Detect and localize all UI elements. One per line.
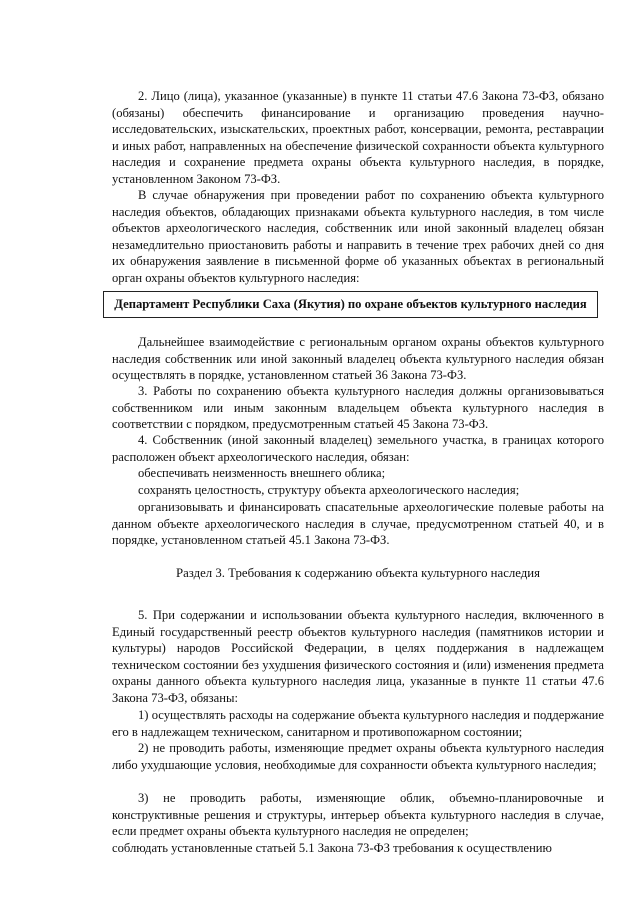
paragraph-4-item-b: сохранять целостность, структуру объекта археологического наследия; [138, 483, 520, 497]
paragraph-4: 4. Собственник (иной законный владелец) земельного участка, в границах которого расположен объект археологического наследия, обязан: [112, 433, 604, 464]
paragraph-2: 2. Лицо (лица), указанное (указанные) в пункте 11 статьи 47.6 Закона 73-ФЗ, обязано (обязаны) обеспечить финансирование и организацию проведения научно-исследовательских, изыскательских, проектных работ, консервации, ремонта, реставрации и иных работ, направленных на обеспечение физической сохранности объекта культурного наследия и сохранение предмета охраны объекта культурного наследия, в порядке, установленном Законом 73-ФЗ. [112, 89, 604, 186]
section-3-heading: Раздел 3. Требования к содержанию объекта культурного наследия [175, 566, 541, 580]
paragraph-discovery: В случае обнаружения при проведении работ по сохранению объекта культурного наследия объектов, обладающих признаками объекта культурного наследия, в том числе объектов археологического наследия, собственник или иной законный владелец обязан незамедлительно приостановить работы и направить в течение трех рабочих дней со дня их обнаружения заявление в письменной форме об указанных объектах в региональный орган охраны объектов культурного наследия: [112, 188, 604, 285]
paragraph-interaction: Дальнейшее взаимодействие с региональным органом охраны объектов культурного наследия собственник или иной законный владелец объекта культурного наследия обязан осуществлять в порядке, установленном статьей 36 Закона 73-ФЗ. [112, 335, 604, 383]
paragraph-4-item-c: организовывать и финансировать спасательные археологические полевые работы на данном объекте археологического наследия в случае, предусмотренном статьей 40, и в порядке, установленном статьей 45.1 Закона 73-ФЗ. [112, 500, 604, 548]
paragraph-5-item-3: 3) не проводить работы, изменяющие облик, объемно-планировочные и конструктивные решения и структуры, интерьер объекта культурного наследия в случае, если предмет охраны объекта культурного наследия не определен; [112, 791, 604, 839]
paragraph-4-item-a: обеспечивать неизменность внешнего облика; [138, 466, 386, 480]
paragraph-5: 5. При содержании и использовании объекта культурного наследия, включенного в Единый государственный реестр объектов культурного наследия (памятников истории и культуры) народов Российской Федерации, в целях поддержания в надлежащем техническом состоянии без ухудшения физического состояния и (или) изменения предмета охраны данного объекта культурного наследия лица, указанные в пункте 11 статьи 47.6 Закона 73-ФЗ, обязаны: [112, 608, 604, 705]
paragraph-5-item-4: соблюдать установленные статьей 5.1 Закона 73-ФЗ требования к осуществлению [112, 841, 552, 855]
paragraph-3: 3. Работы по сохранению объекта культурного наследия должны организовываться собственником или иным законным владельцем объекта культурного наследия в соответствии с порядком, предусмотренным статьей 45 Закона 73-ФЗ. [112, 384, 604, 432]
paragraph-5-item-1: 1) осуществлять расходы на содержание объекта культурного наследия и поддержание его в надлежащем техническом, санитарном и противопожарном состоянии; [112, 708, 604, 739]
paragraph-5-item-2: 2) не проводить работы, изменяющие предмет охраны объекта культурного наследия либо ухудшающие условия, необходимые для сохранности объекта культурного наследия; [112, 741, 604, 772]
authority-box: Департамент Республики Саха (Якутия) по охране объектов культурного наследия [103, 291, 598, 318]
